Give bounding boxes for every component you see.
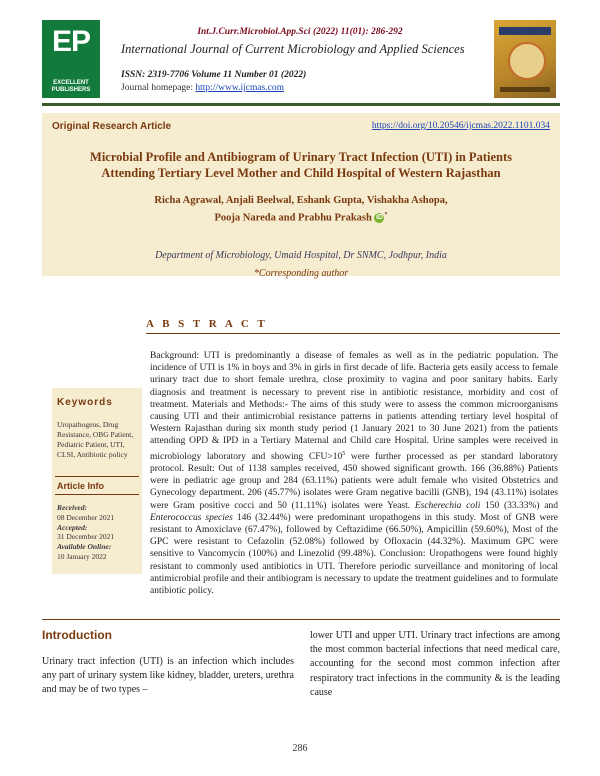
received-date: 08 December 2021: [57, 512, 115, 522]
publisher-logo: [42, 20, 100, 98]
issn-line: ISSN: 2319-7706 Volume 11 Number 01 (2022): [121, 70, 307, 80]
journal-cover-image: [494, 20, 556, 98]
received-label: Received:: [57, 503, 87, 512]
accepted-label: Accepted:: [57, 522, 88, 532]
page-number: 286: [292, 743, 308, 754]
article-dates: [57, 503, 141, 562]
keywords-heading: Keywords: [57, 397, 113, 408]
journal-name: International Journal of Current Microbiology and Applied Sciences: [121, 42, 465, 56]
logo-letters: EP: [51, 25, 91, 58]
doi-link[interactable]: https://doi.org/10.20546/ijcmas.2022.1101.034: [371, 121, 550, 131]
journal-homepage: [121, 83, 284, 93]
article-info-rule-bottom: [55, 494, 139, 495]
title-line-2: Attending Tertiary Level Mother and Child Hospital of Western Rajasthan: [101, 166, 501, 180]
abstract-rule: [146, 333, 560, 334]
article-info-heading: Article Info: [57, 481, 105, 491]
article-title: [52, 149, 550, 181]
authors-line-2: Pooja Nareda and Prabhu Prakash: [214, 212, 372, 224]
abstract-heading: A B S T R A C T: [146, 318, 268, 330]
intro-left-column: Urinary tract infection (UTI) is an infection which includes any part of urinary system like kidney, bladder, ureters, urethra and may be of two types –: [42, 656, 294, 696]
abstract-bottom-rule: [42, 619, 560, 620]
online-label: Available Online:: [57, 542, 112, 552]
online-date: 10 January 2022: [57, 551, 107, 561]
affiliation: Department of Microbiology, Umaid Hospital, Dr SNMC, Jodhpur, India: [155, 250, 447, 261]
title-line-1: Microbial Profile and Antibiogram of Urinary Tract Infection (UTI) in Patients: [90, 150, 512, 164]
corresponding-author: *Corresponding author: [253, 268, 349, 279]
orcid-icon[interactable]: iD: [375, 214, 383, 222]
homepage-label: Journal homepage:: [121, 83, 196, 93]
abstract-text: Background: UTI is predominantly a disease of females as well as in the pediatric population. The incidence of UTI is 1% in boys and 3% in girls in first decade of life. Bacteria gets easily access to female urinary tract due to short female urethra, close proximity to vagina and poor sanitary habits. Early diagnosis and treatment is necessary to prevent rise in antibiotic resistance, morbidity and cost of treatment. Materials and Methods:- The aims of this study were to assess the common microorganisms causing UTI and their antimicrobial resistance patterns in patients attending tertiary level hospital of Western Rajasthan during six month study period (1 January 2021 to 30 June 2021) from the patients attending OPD & IPD in a Tertiary Maternal and Child care Hospital. Urine samples were received in microbiology laboratory and showing $CFU>10^5$ were further processed as per standard laboratory protocol. Result: Out of 1138 samples received, 450 showed significant growth. 166 (36.88%) Patients were in pediatric age group and 284 (63.11%) patients were adult female who visited Obstetrics and Gynecology department. 206 (45.77%) isolates were Gram negative bacilli (GNB), 194 (43.11%) isolates were Gram positive cocci and 50 (11.11%) isolates were Yeast. Escherechia coli 150 (33.33%) and Enterococcus species 146 (32.44%) were predominant uropathogens in this study. Most of GNB were resistant to Amoxiclave (67.47%), followed by Ceftazidime (66.50%), Ampicillin (59.60%), Most of the GPC were resistant to Cefazolin (52.08%) followed by Ofloxacin (44.32%). Maximum GPC were sensitive to Vancomycin (100%) and Linezolid (99.48%). Conclusion: Uropathogens were found highly resistant to commonly used antibiotics in UTI. Therefore periodic surveillance and monitoring of local antimicrobial profile and their antibiogram is necessary to update the treatment guidelines and to formulate antibiotic policy.: [150, 351, 558, 597]
header-rule: [42, 103, 560, 106]
introduction-heading: Introduction: [42, 628, 112, 642]
homepage-link[interactable]: http://www.ijcmas.com: [195, 83, 284, 93]
logo-name: EXCELLENT PUBLISHERS: [51, 80, 91, 93]
authors-line-1: Richa Agrawal, Anjali Beelwal, Eshank Gupta, Vishakha Ashopa,: [154, 195, 448, 206]
corresponding-mark: *: [384, 212, 388, 218]
article-info-rule-top: [55, 476, 139, 477]
intro-right-column: lower UTI and upper UTI. Urinary tract infections are among the most common bacterial infections that need medical care, accounting for the second most common infection after respiratory tract infections in the community & is the leading cause: [310, 630, 560, 698]
accepted-date: 31 December 2021: [57, 532, 115, 542]
author-list: [52, 193, 550, 226]
article-type: Original Research Article: [52, 121, 172, 132]
citation-header: Int.J.Curr.Microbiol.App.Sci (2022) 11(01): 286-292: [197, 27, 403, 37]
keywords-text: Uropathogens, Drug Resistance, OBG Patient, Pediatric Patient, UTI, CLSI, Antibiotic policy: [57, 420, 134, 459]
